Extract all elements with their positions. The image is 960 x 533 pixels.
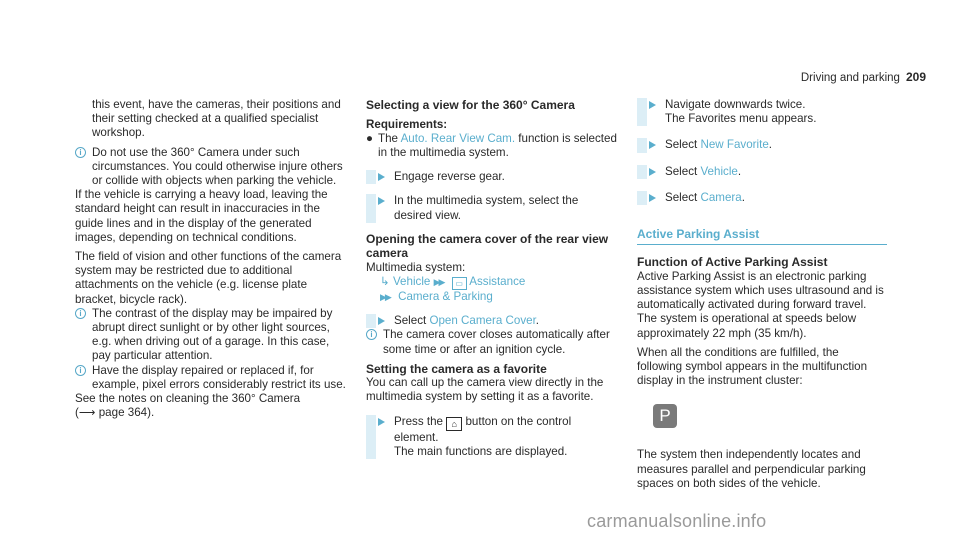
info-icon: i [75, 365, 86, 376]
info-icon: i [75, 308, 86, 319]
step-arrow-icon [649, 168, 656, 176]
req-prefix: The [378, 131, 398, 145]
double-chevron-icon: ▶▶ [380, 291, 390, 302]
step-arrow-icon [649, 194, 656, 202]
note-text: Do not use the 360° Camera under such circumstances. You could otherwise injure others or collide with objects when parking the vehicle. [92, 145, 343, 188]
arrow-right-icon: ⟶ [78, 406, 96, 420]
note-block [75, 146, 350, 189]
path-camera-parking-link[interactable]: Camera & Parking [398, 289, 493, 303]
info-icon: i [75, 147, 86, 158]
section-title-active-parking: Active Parking Assist [637, 227, 887, 245]
step-engage-reverse [366, 170, 618, 184]
step-press-home [366, 415, 618, 459]
step-arrow-icon [649, 101, 656, 109]
heading-function: Function of Active Parking Assist [637, 255, 828, 270]
step-suffix: button on the control element. [394, 414, 572, 444]
step-prefix: Select [394, 314, 427, 328]
step-result: The Favorites menu appears. [665, 112, 817, 126]
note-text: The camera cover closes automatically after some time or after an ignition cycle. [383, 328, 610, 356]
note-block [75, 364, 350, 392]
step-text: Engage reverse gear. [394, 170, 505, 184]
home-button-icon: ⌂ [446, 417, 462, 431]
step-select-view [366, 194, 618, 222]
step-prefix: Select [665, 164, 698, 178]
page-reference-link[interactable]: page 364). [98, 406, 155, 420]
paragraph: If the vehicle is carrying a heavy load, leaving the standard height can result in inaccuracies in the guide lines and in the display of the generated images, depending on technical conditions. [75, 188, 328, 244]
intro-text: this event, have the cameras, their positions and their setting checked at a qualified specialist workshop. [92, 98, 341, 140]
step-open-cover: Select Open Camera Cover. [366, 314, 618, 328]
step-bar [366, 415, 376, 459]
system-label: Multimedia system: [366, 260, 466, 274]
paragraph: When all the conditions are fulfilled, the following symbol appears in the multifunction display in the instrument cluster: [637, 345, 868, 388]
parking-symbol-icon: P [653, 404, 677, 428]
step-arrow-icon [378, 197, 385, 205]
heading-set-favorite: Setting the camera as a favorite [366, 361, 547, 376]
return-arrow-icon: ↳ [380, 274, 390, 288]
step-select-new-favorite: Select New Favorite. [637, 138, 887, 152]
paragraph: The field of vision and other functions of the camera system may be restricted due to additional attachments on the vehicle (e.g. license plate bracket, bicycle rack). [75, 250, 342, 306]
heading-open-cover: Opening the camera cover of the rear view camera [366, 231, 609, 261]
requirements-label: Requirements: [366, 117, 448, 131]
step-arrow-icon [378, 418, 385, 426]
watermark: carmanualsonline.info [587, 511, 767, 531]
page-header [786, 70, 926, 85]
step-arrow-icon [378, 317, 385, 325]
step-prefix: Press the [394, 414, 443, 428]
section-label: Driving and parking [800, 72, 900, 84]
path-assistance-link[interactable]: Assistance [469, 274, 526, 288]
step-result: The main functions are displayed. [394, 444, 568, 458]
new-favorite-link[interactable]: New Favorite [700, 138, 769, 152]
car-icon: ▭ [452, 277, 467, 290]
req-suffix: function is selected in the multimedia system. [378, 131, 617, 159]
vehicle-link[interactable]: Vehicle [700, 164, 738, 178]
requirement-item [366, 132, 618, 160]
step-bar [637, 191, 647, 205]
step-bar [637, 98, 647, 126]
note-block [366, 328, 618, 356]
see-also-label: See the notes on cleaning the 360° Camera [75, 392, 301, 406]
step-select-camera: Select Camera. [637, 191, 887, 205]
step-prefix: Select [665, 190, 698, 204]
info-icon: i [366, 329, 377, 340]
path-vehicle-link[interactable]: Vehicle [392, 274, 431, 288]
see-also-text: See the notes on cleaning the 360° Camera (⟶ page 364). [75, 392, 301, 420]
column-middle [366, 98, 618, 459]
column-right [637, 98, 887, 491]
column-left [75, 98, 350, 420]
step-text: Navigate downwards twice. [665, 98, 806, 111]
step-prefix: Select [665, 138, 698, 152]
open-camera-cover-link[interactable]: Open Camera Cover [429, 314, 536, 328]
step-text: In the multimedia system, select the desired view. [394, 194, 579, 222]
step-arrow-icon [649, 141, 656, 149]
auto-rear-view-cam-link[interactable]: Auto. Rear View Cam. [400, 131, 516, 145]
note-block [75, 307, 350, 364]
double-chevron-icon: ▶▶ [433, 276, 444, 287]
step-bar [637, 138, 647, 152]
step-bar [366, 194, 376, 222]
step-bar [637, 165, 647, 179]
step-bar [366, 314, 376, 328]
heading-select-view: Selecting a view for the 360° Camera [366, 98, 575, 112]
camera-link[interactable]: Camera [700, 190, 742, 204]
step-bar [366, 170, 376, 184]
note-text: Have the display repaired or replaced if, for example, pixel errors considerably restrict its use. [92, 363, 346, 391]
bullet-icon: ● [366, 131, 374, 145]
step-arrow-icon [378, 173, 385, 181]
note-text: The contrast of the display may be impaired by abrupt direct sunlight or by other light sources, e.g. when driving out of a garage. In this case, pay particular attention. [92, 306, 333, 363]
page-number: 209 [905, 70, 926, 84]
paragraph: You can call up the camera view directly in the multimedia system by setting it as a favorite. [366, 376, 604, 404]
paragraph: The system then independently locates and measures parallel and perpendicular parking spaces on both sides of the vehicle. [637, 448, 866, 490]
step-select-vehicle: Select Vehicle. [637, 165, 887, 179]
step-navigate-down [637, 98, 887, 126]
paragraph: Active Parking Assist is an electronic parking assistance system which uses ultrasound and is automatically activated during forward travel. The system is operational at speeds below approximately 22 mph (35 km/h). [637, 269, 884, 340]
menu-path [366, 275, 618, 304]
